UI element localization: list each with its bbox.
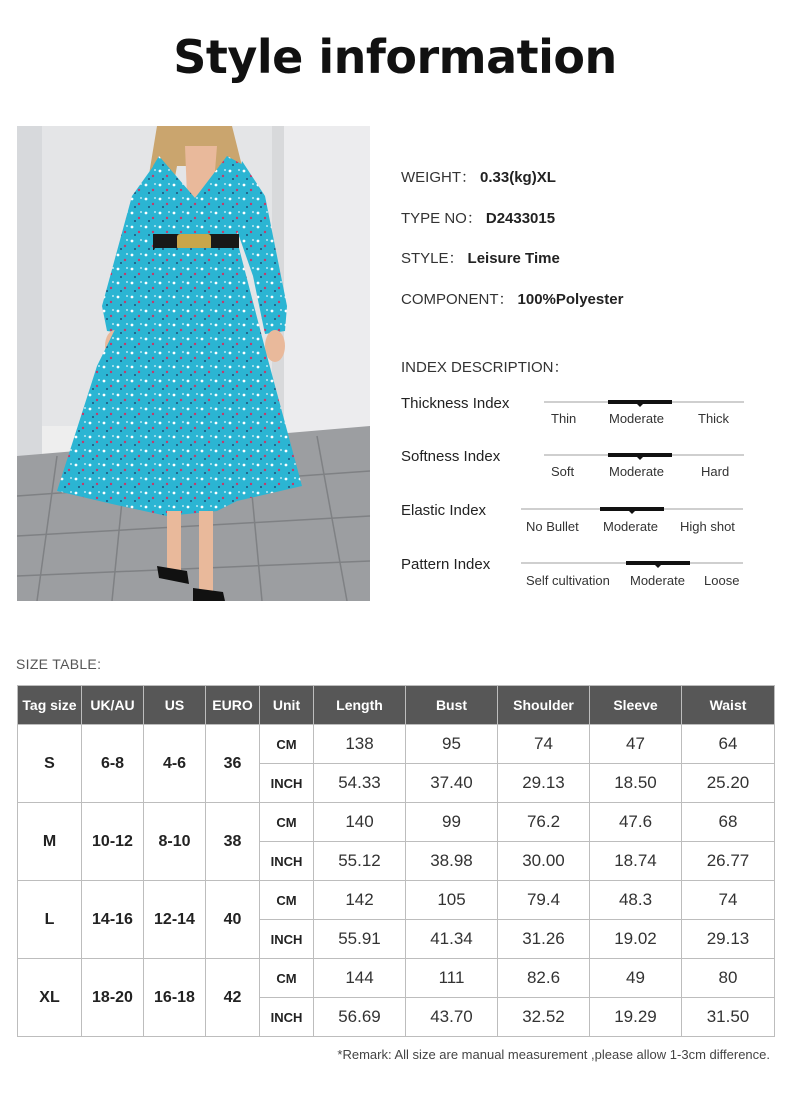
cell-waist: 68 — [682, 803, 775, 842]
cell-us: 16-18 — [144, 959, 206, 1037]
header-uk-au: UK/AU — [82, 686, 144, 725]
spec-type-no — [401, 207, 555, 228]
header-bust: Bust — [406, 686, 498, 725]
thickness-option-1: Thin — [551, 411, 577, 426]
cell-waist: 64 — [682, 725, 775, 764]
cell-bust: 37.40 — [406, 764, 498, 803]
pattern-option-3: Loose — [704, 573, 740, 588]
cell-unit: INCH — [260, 764, 314, 803]
softness-index — [401, 448, 751, 488]
cell-unit: INCH — [260, 920, 314, 959]
header-unit: Unit — [260, 686, 314, 725]
header-sleeve: Sleeve — [590, 686, 682, 725]
elastic-option-1: No Bullet — [526, 519, 579, 534]
pattern-index-marker — [626, 561, 690, 565]
cell-sleeve: 47 — [590, 725, 682, 764]
cell-sleeve: 19.02 — [590, 920, 682, 959]
cell-length: 56.69 — [314, 998, 406, 1037]
cell-us: 4-6 — [144, 725, 206, 803]
cell-bust: 105 — [406, 881, 498, 920]
cell-euro: 36 — [206, 725, 260, 803]
cell-waist: 25.20 — [682, 764, 775, 803]
cell-euro: 40 — [206, 881, 260, 959]
cell-shoulder: 30.00 — [498, 842, 590, 881]
spec-weight-label: WEIGHT： — [401, 169, 476, 186]
cell-shoulder: 29.13 — [498, 764, 590, 803]
pattern-index-name: Pattern Index — [401, 556, 491, 573]
spec-component-label: COMPONENT： — [401, 291, 514, 308]
table-row — [18, 725, 775, 764]
thickness-option-3: Thick — [698, 411, 730, 426]
product-photo — [17, 126, 370, 601]
cell-waist: 31.50 — [682, 998, 775, 1037]
cell-length: 55.91 — [314, 920, 406, 959]
cell-unit: INCH — [260, 842, 314, 881]
spec-type-no-value: D2433015 — [485, 210, 556, 227]
cell-sleeve: 18.50 — [590, 764, 682, 803]
cell-bust: 38.98 — [406, 842, 498, 881]
cell-unit: CM — [260, 881, 314, 920]
cell-shoulder: 82.6 — [498, 959, 590, 998]
cell-sleeve: 19.29 — [590, 998, 682, 1037]
spec-style — [401, 247, 560, 268]
thickness-index-name: Thickness Index — [401, 395, 510, 412]
thickness-index-marker — [608, 400, 672, 404]
cell-waist: 29.13 — [682, 920, 775, 959]
cell-sleeve: 48.3 — [590, 881, 682, 920]
spec-component — [401, 288, 623, 309]
cell-uk-au: 6-8 — [82, 725, 144, 803]
header-length: Length — [314, 686, 406, 725]
remark-note: *Remark: All size are manual measurement ,please allow 1-3cm difference. — [337, 1047, 770, 1062]
elastic-index-name: Elastic Index — [401, 502, 487, 519]
cell-shoulder: 76.2 — [498, 803, 590, 842]
pattern-index — [401, 556, 751, 596]
cell-unit: CM — [260, 959, 314, 998]
cell-waist: 80 — [682, 959, 775, 998]
page-title: Style information — [173, 30, 617, 84]
elastic-index-marker — [600, 507, 664, 511]
cell-length: 55.12 — [314, 842, 406, 881]
header-euro: EURO — [206, 686, 260, 725]
spec-weight-value: 0.33(kg)XL — [480, 169, 556, 186]
cell-unit: CM — [260, 803, 314, 842]
cell-length: 144 — [314, 959, 406, 998]
spec-style-value: Leisure Time — [467, 250, 560, 267]
cell-length: 142 — [314, 881, 406, 920]
thickness-option-2: Moderate — [609, 411, 664, 426]
cell-length: 54.33 — [314, 764, 406, 803]
cell-bust: 95 — [406, 725, 498, 764]
cell-sleeve: 47.6 — [590, 803, 682, 842]
header-waist: Waist — [682, 686, 775, 725]
spec-type-no-label: TYPE NO： — [401, 210, 482, 227]
table-row — [18, 881, 775, 920]
table-row — [18, 803, 775, 842]
size-table-label: SIZE TABLE: — [16, 656, 102, 672]
table-row — [18, 959, 775, 998]
thickness-index — [401, 395, 751, 435]
elastic-index — [401, 502, 751, 542]
cell-uk-au: 10-12 — [82, 803, 144, 881]
spec-weight — [401, 166, 556, 187]
index-description-heading: INDEX DESCRIPTION： — [401, 359, 569, 376]
cell-length: 138 — [314, 725, 406, 764]
softness-option-1: Soft — [551, 464, 575, 479]
elastic-option-2: Moderate — [603, 519, 658, 534]
cell-us: 12-14 — [144, 881, 206, 959]
cell-waist: 26.77 — [682, 842, 775, 881]
header-tag-size: Tag size — [18, 686, 82, 725]
cell-sleeve: 49 — [590, 959, 682, 998]
elastic-option-3: High shot — [680, 519, 735, 534]
pattern-option-2: Moderate — [630, 573, 685, 588]
cell-length: 140 — [314, 803, 406, 842]
softness-index-name: Softness Index — [401, 448, 501, 465]
header-shoulder: Shoulder — [498, 686, 590, 725]
cell-shoulder: 31.26 — [498, 920, 590, 959]
cell-bust: 99 — [406, 803, 498, 842]
header-us: US — [144, 686, 206, 725]
cell-shoulder: 79.4 — [498, 881, 590, 920]
pattern-option-1: Self cultivation — [526, 573, 610, 588]
cell-shoulder: 32.52 — [498, 998, 590, 1037]
spec-style-label: STYLE： — [401, 250, 464, 267]
cell-tag-size: L — [18, 881, 82, 959]
cell-bust: 111 — [406, 959, 498, 998]
cell-unit: CM — [260, 725, 314, 764]
cell-unit: INCH — [260, 998, 314, 1037]
cell-tag-size: XL — [18, 959, 82, 1037]
softness-index-marker — [608, 453, 672, 457]
size-table-header — [18, 686, 775, 725]
cell-waist: 74 — [682, 881, 775, 920]
cell-bust: 43.70 — [406, 998, 498, 1037]
softness-option-2: Moderate — [609, 464, 664, 479]
size-table — [17, 685, 775, 1037]
cell-bust: 41.34 — [406, 920, 498, 959]
cell-shoulder: 74 — [498, 725, 590, 764]
cell-uk-au: 14-16 — [82, 881, 144, 959]
cell-euro: 38 — [206, 803, 260, 881]
cell-euro: 42 — [206, 959, 260, 1037]
cell-tag-size: S — [18, 725, 82, 803]
cell-sleeve: 18.74 — [590, 842, 682, 881]
softness-option-3: Hard — [701, 464, 730, 479]
cell-us: 8-10 — [144, 803, 206, 881]
cell-uk-au: 18-20 — [82, 959, 144, 1037]
cell-tag-size: M — [18, 803, 82, 881]
spec-component-value: 100%Polyester — [517, 291, 624, 308]
